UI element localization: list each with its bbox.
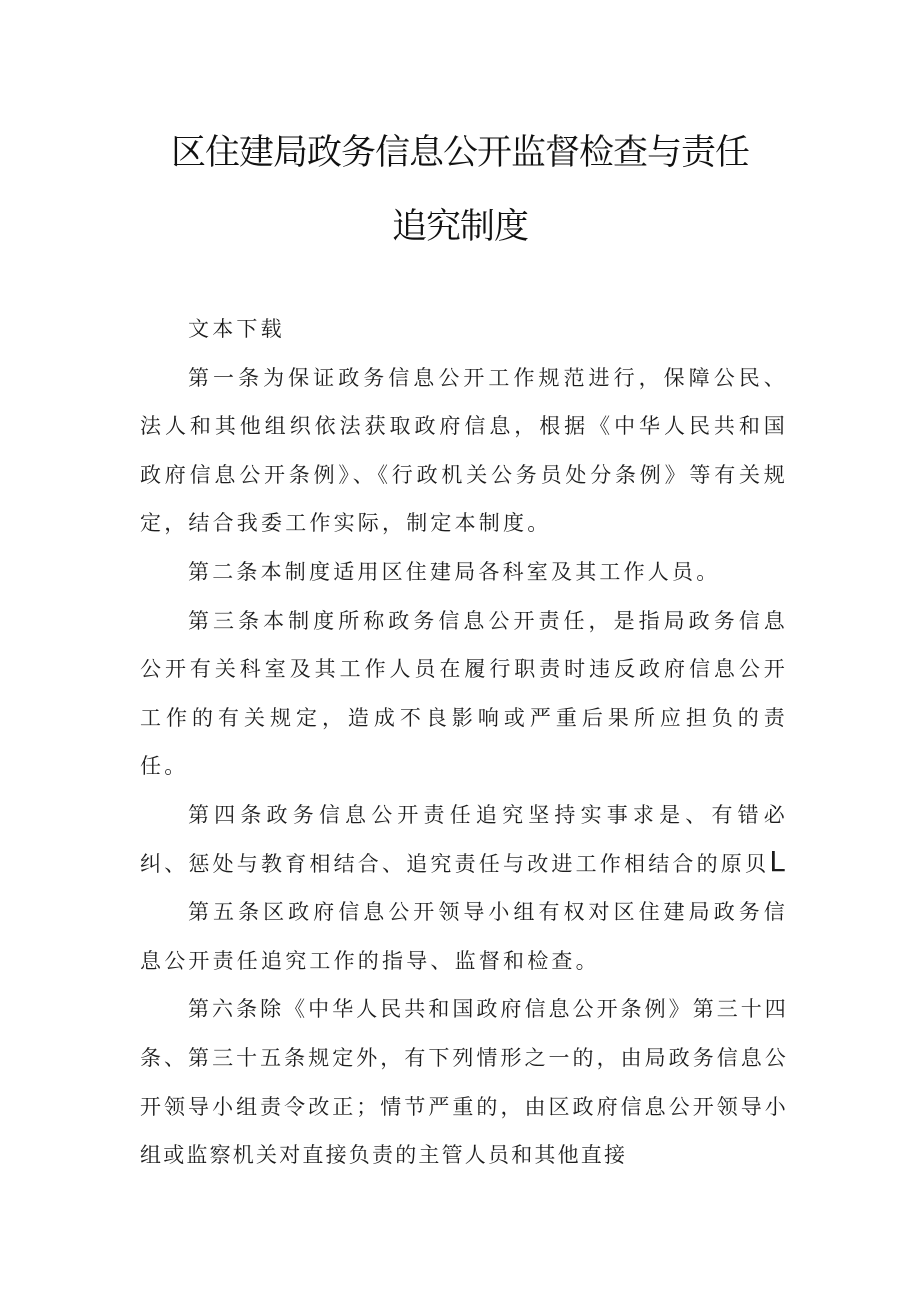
document-title-line-2: 追究制度: [391, 207, 528, 247]
paragraph-article-5: 第五条区政府信息公开领导小组有权对区住建局政务信息公开责任追究工作的指导、监督和检查。: [140, 900, 788, 973]
paragraph-article-4-mark: L: [769, 844, 785, 878]
paragraph-article-1: 第一条为保证政务信息公开工作规范进行，保障公民、法人和其他组织依法获取政府信息，根据《中华人民共和国政府信息公开条例》、《行政机关公务员处分条例》等有关规定，结合我委工作实际，制定本制度。: [140, 365, 788, 536]
paragraph-article-6: 第六条除《中华人民共和国政府信息公开条例》第三十四条、第三十五条规定外，有下列情形之一的，由局政务信息公开领导小组责令改正；情节严重的，由区政府信息公开领导小组或监察机关对直接负责的主管人员和其他直接: [140, 997, 788, 1168]
document-body: [140, 305, 788, 1180]
paragraph-article-3: 第三条本制度所称政务信息公开责任，是指局政务信息公开有关科室及其工作人员在履行职责时违反政府信息公开工作的有关规定，造成不良影响或严重后果所应担负的责任。: [140, 608, 788, 779]
paragraph-article-2: 第二条本制度适用区住建局各科室及其工作人员。: [188, 559, 721, 584]
document-title-line-1: 区住建局政务信息公开监督检查与责任: [170, 133, 749, 173]
paragraph-article-4: [140, 791, 788, 888]
paragraph-article-4-text: 第四条政务信息公开责任追究坚持实事求是、有错必纠、惩处与教育相结合、追究责任与改进工作相结合的原贝: [140, 802, 788, 876]
download-label: 文本下载: [188, 317, 285, 341]
